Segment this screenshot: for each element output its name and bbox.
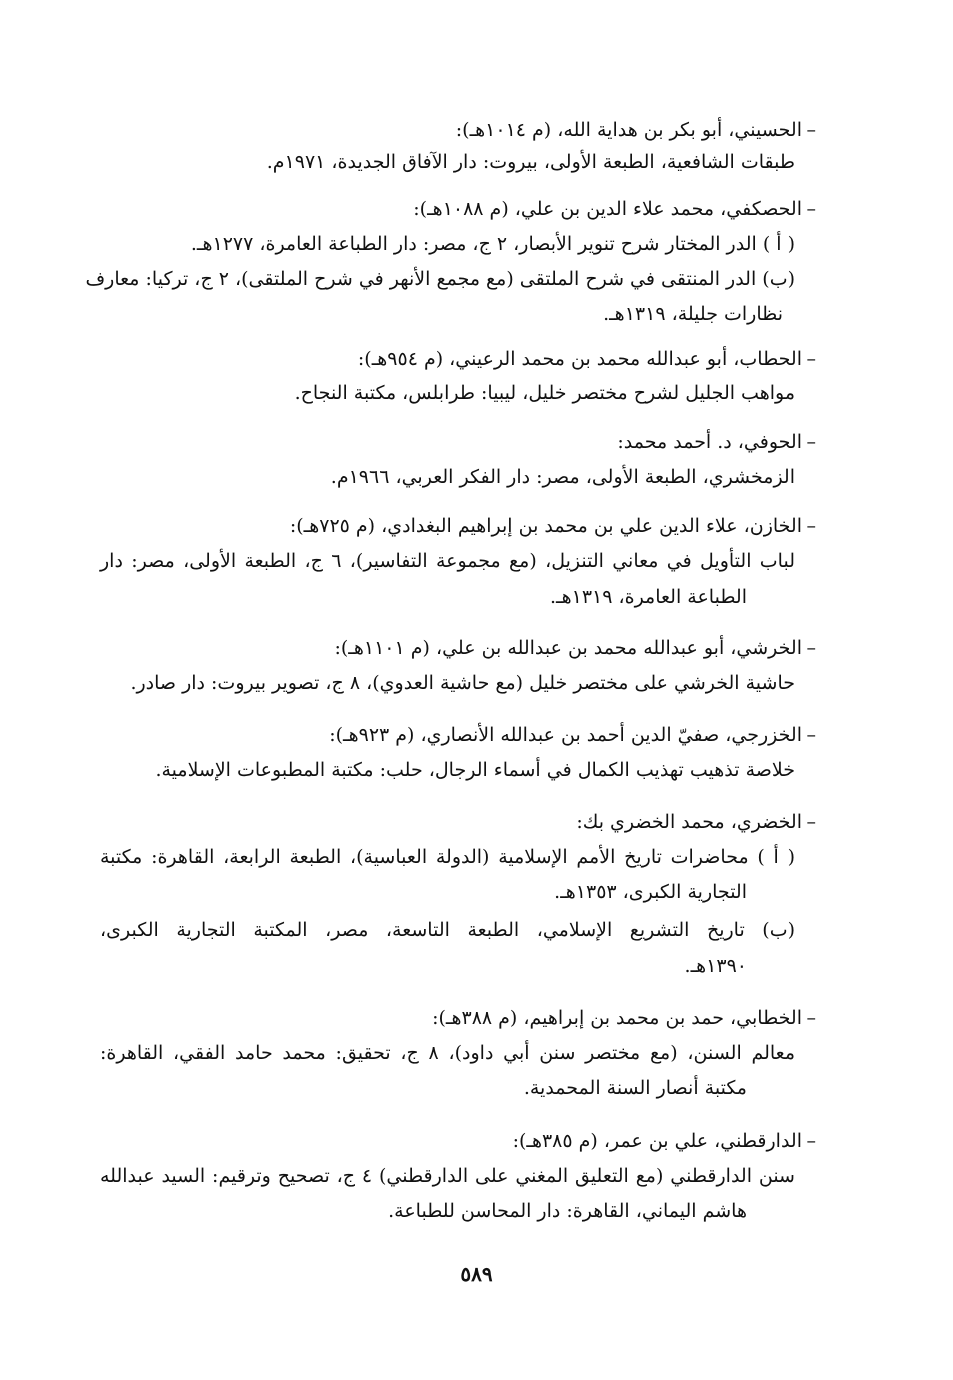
- entry-heading: –الحسيني، أبو بكر بن هداية الله، (م ١٠١٤هـ):: [455, 119, 816, 141]
- entry-heading-text: الحوفي، د. أحمد محمد:: [617, 431, 802, 453]
- entry-line: ( أ ) الدر المختار شرح تنوير الأبصار، ٢ ج، مصر: دار الطباعة العامرة، ١٢٧٧هـ.: [190, 233, 795, 255]
- entry-heading: –الخازن، علاء الدين علي بن محمد بن إبراهيم البغدادي، (م ٧٢٥هـ):: [289, 515, 816, 537]
- entry-line: هاشم اليماني، القاهرة: دار المحاسن للطباعة.: [388, 1200, 747, 1222]
- entry-line: خلاصة تذهيب تهذيب الكمال في أسماء الرجال، حلب: مكتبة المطبوعات الإسلامية.: [155, 759, 795, 781]
- entry-line: سنن الدارقطني (مع التعليق المغني على الدارقطني) ٤ ج، تصحيح وترقيم: السيد عبدالله: [100, 1165, 795, 1187]
- entry-line: (ب) الدر المنتقى في شرح الملتقى (مع مجمع الأنهر في شرح الملتقى)، ٢ ج، تركيا: معارف: [85, 268, 795, 290]
- entry-heading-text: الخطابي، حمد بن محمد بن إبراهيم، (م ٣٨٨هـ):: [432, 1007, 802, 1029]
- entry-heading-text: الخرشي، أبو عبدالله محمد بن عبدالله بن علي، (م ١١٠١هـ):: [334, 637, 802, 659]
- entry-heading-text: الخزرجي، صفيّ الدين أحمد بن عبدالله الأنصاري، (م ٩٢٣هـ):: [329, 724, 802, 746]
- entry-heading: –الخرشي، أبو عبدالله محمد بن عبدالله بن علي، (م ١١٠١هـ):: [334, 637, 816, 659]
- entry-heading-text: الخضري، محمد الخضري بك:: [576, 811, 802, 833]
- entry-heading: –الدارقطني، علي بن عمر، (م ٣٨٥هـ):: [512, 1130, 816, 1152]
- entry-line: حاشية الخرشي على مختصر خليل (مع حاشية العدوي)، ٨ ج، تصوير بيروت: دار صادر.: [130, 672, 795, 694]
- entry-heading-text: الحسيني، أبو بكر بن هداية الله، (م ١٠١٤هـ):: [455, 119, 802, 141]
- entry-line: (ب) تاريخ التشريع الإسلامي، الطبعة التاسعة، مصر، المكتبة التجارية الكبرى،: [100, 919, 795, 941]
- entry-line: معالم السنن، (مع مختصر سنن أبي داود)، ٨ ج، تحقيق: محمد حامد الفقي، القاهرة:: [100, 1042, 796, 1064]
- entry-heading-text: الحطاب، أبو عبدالله محمد بن محمد الرعيني، (م ٩٥٤هـ):: [357, 348, 802, 370]
- entry-line: ( أ ) محاضرات تاريخ الأمم الإسلامية (الدولة العباسية)، الطبعة الرابعة، القاهرة: مكتبة: [100, 846, 795, 868]
- entry-heading-text: الحصكفي، محمد علاء الدين بن علي، (م ١٠٨٨هـ):: [413, 198, 802, 220]
- entry-heading: –الحطاب، أبو عبدالله محمد بن محمد الرعيني، (م ٩٥٤هـ):: [357, 348, 816, 370]
- entry-line: نظارات جليلة، ١٣١٩هـ.: [603, 303, 783, 325]
- entry-heading: –الحصكفي، محمد علاء الدين بن علي، (م ١٠٨٨هـ):: [413, 198, 816, 220]
- entry-heading: –الخطابي، حمد بن محمد بن إبراهيم، (م ٣٨٨هـ):: [432, 1007, 816, 1029]
- entry-line: مواهب الجليل لشرح مختصر خليل، ليبيا: طرابلس، مكتبة النجاح.: [294, 382, 795, 404]
- entry-heading: –الحوفي، د. أحمد محمد:: [617, 431, 816, 453]
- entry-line: التجارية الكبرى، ١٣٥٣هـ.: [554, 881, 747, 903]
- entry-heading: –الخزرجي، صفيّ الدين أحمد بن عبدالله الأنصاري، (م ٩٢٣هـ):: [329, 724, 816, 746]
- entry-line: مكتبة أنصار السنة المحمدية.: [523, 1077, 747, 1099]
- entry-line: لباب التأويل في معاني التنزيل، (مع مجموعة التفاسير)، ٦ ج، الطبعة الأولى، مصر: دار: [100, 550, 795, 572]
- entry-line: الطباعة العامرة، ١٣١٩هـ.: [549, 586, 747, 608]
- entry-heading-text: الدارقطني، علي بن عمر، (م ٣٨٥هـ):: [512, 1130, 802, 1152]
- entry-line: طبقات الشافعية، الطبعة الأولى، بيروت: دار الآفاق الجديدة، ١٩٧١م.: [266, 151, 795, 173]
- entry-heading-text: الخازن، علاء الدين علي بن محمد بن إبراهيم البغدادي، (م ٧٢٥هـ):: [289, 515, 802, 537]
- entry-line: ١٣٩٠هـ.: [684, 955, 747, 977]
- entry-line: الزمخشري، الطبعة الأولى، مصر: دار الفكر العربي، ١٩٦٦م.: [330, 466, 795, 488]
- page-number: ٥٨٩: [460, 1262, 493, 1286]
- entry-heading: –الخضري، محمد الخضري بك:: [576, 811, 816, 833]
